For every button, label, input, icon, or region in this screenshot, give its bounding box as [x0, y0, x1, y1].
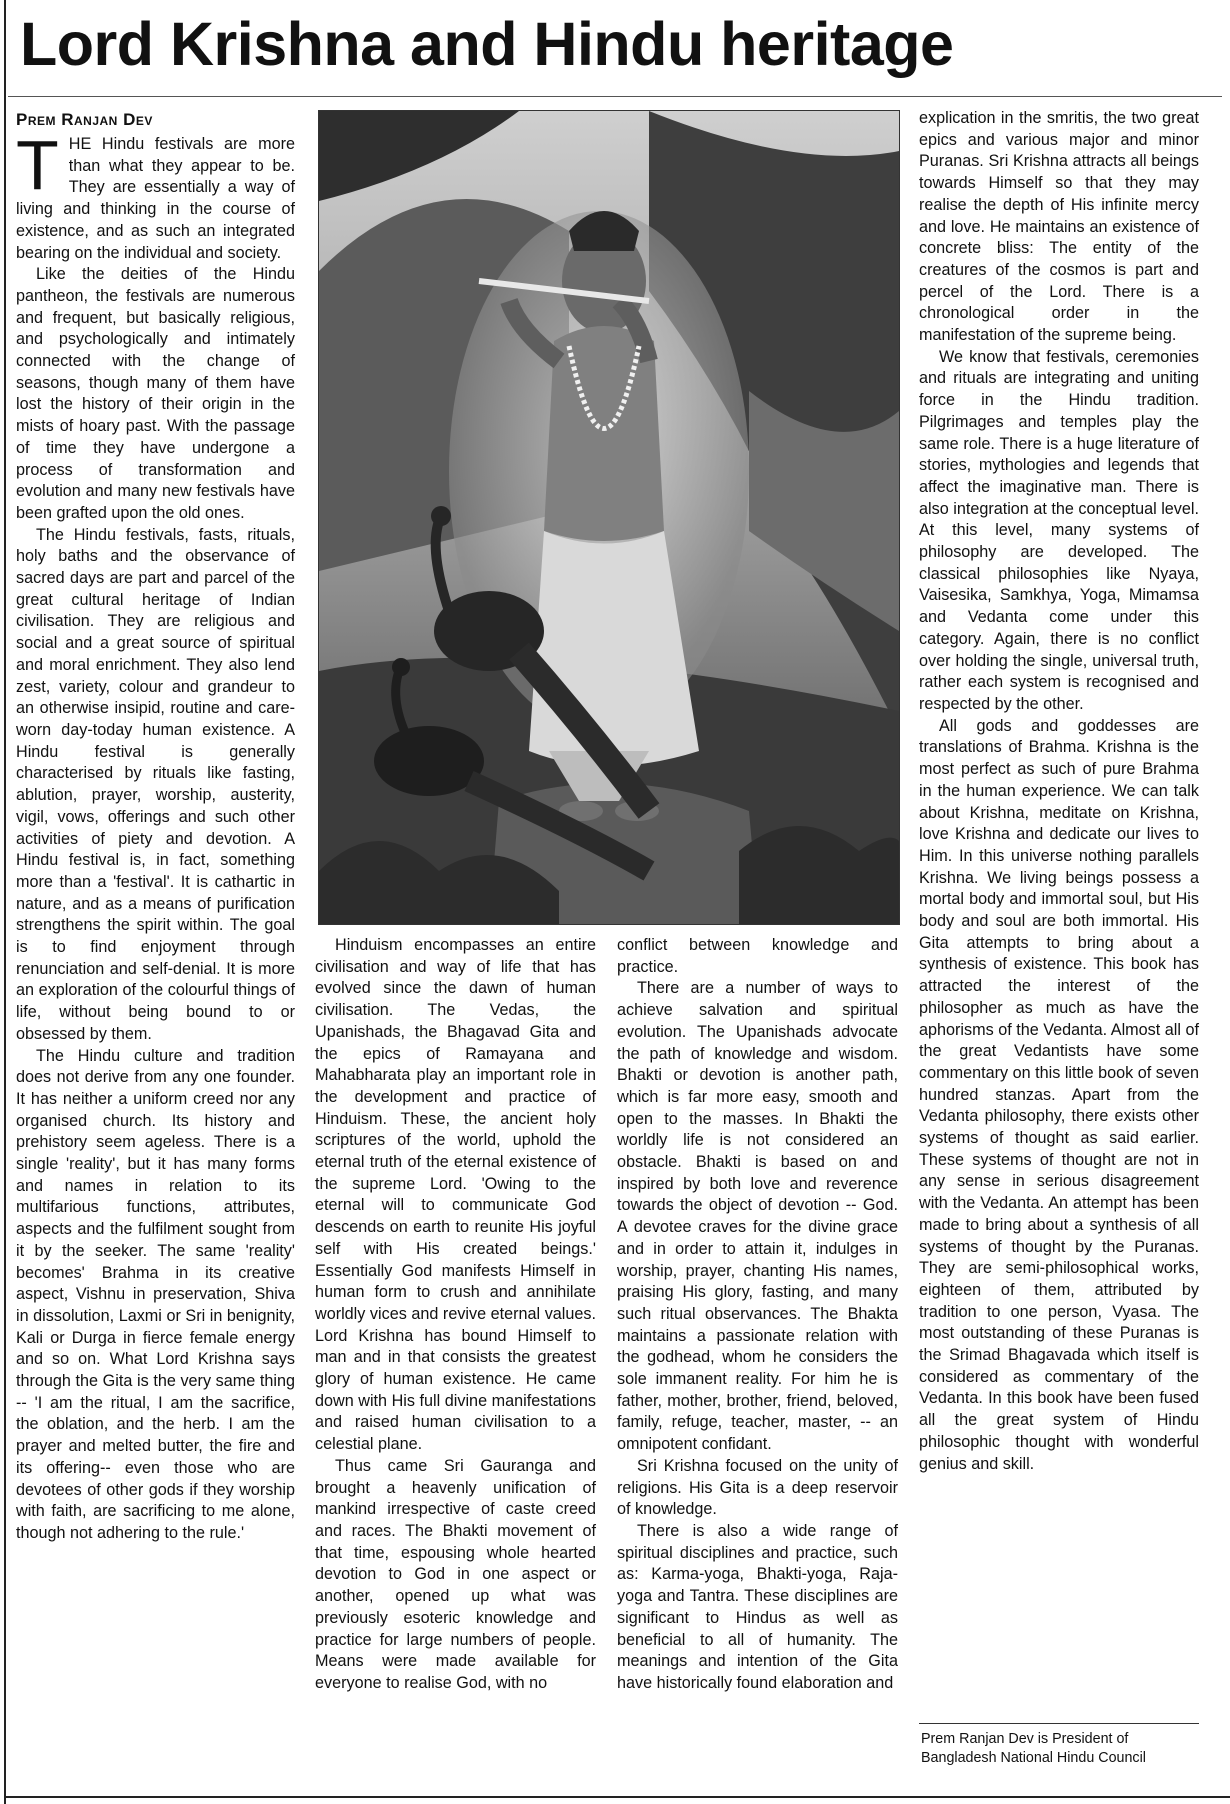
- paragraph: Sri Krishna focused on the unity of religions. His Gita is a deep reservoir of knowledge.: [617, 1456, 898, 1519]
- bottom-divider: [6, 1796, 1230, 1798]
- krishna-with-flute-icon: [319, 111, 899, 924]
- paragraph: The Hindu festivals, fasts, rituals, holy baths and the observance of sacred days are part and parcel of the great cultural heritage of Indian civilisation. They are religious and social and a great source of spiritual and moral enrichment. They also lend zest, variety, colour and grandeur to an otherwise insipid, routine and care-worn day-today human existence. A Hindu festival is generally characterised by rituals like fasting, ablution, prayer, worship, austerity, vigil, vows, offerings and such other activities of piety and devotion. A Hindu festival is, in fact, something more than a 'festival'. It is cathartic in nature, and as a means of purification strengthens the spirit within. The goal is to find enjoyment through renunciation and self-denial. It is more an exploration of the colourful things of life, without being bound to or obsessed by them.: [16, 525, 295, 1043]
- byline: Prem Ranjan Dev: [16, 110, 153, 129]
- paragraph: explication in the smritis, the two great epics and various major and minor Puranas. Sri Krishna attracts all beings towards Himself so that they may realise the depth of His infinite mercy and love. He maintains an existence of concrete bliss: The entity of the creatures of the cosmos is part and percel of the Lord. There is a chronological order in the manifestation of the supreme being.: [919, 109, 1199, 345]
- paragraph: Like the deities of the Hindu pantheon, the festivals are numerous and frequent, but basically religious, and psychologically and intimately connected with the change of seasons, though many of them have lost the history of their origin in the mists of hoary past. With the passage of time they have undergone a process of transformation and evolution and many new festivals have been grafted upon the old ones.: [16, 265, 295, 522]
- paragraph: We know that festivals, ceremonies and rituals are integrating and uniting force in the Hindu tradition. Pilgrimages and temples play the same role. There is a huge literature of stories, mythologies and legends that affect the imaginative man. There is also integration at the conceptual level. At this level, many systems of philosophy are developed. The classical philosophies like Nyaya, Vaisesika, Samkhya, Yoga, Mimamsa and Vedanta come under this category. Again, there is no conflict over holding the single, universal truth, rather each system is recognised and respected by the other.: [919, 347, 1199, 713]
- column-3: [617, 935, 898, 1695]
- paragraph: Hinduism encompasses an entire civilisation and way of life that has evolved since the dawn of human civilisation. The Vedas, the Upanishads, the Bhagavad Gita and the epics of Ramayana and Mahabharata play an important role in the development and practice of Hinduism. These, the ancient holy scriptures of the world, uphold the eternal truth of the eternal existence of the supreme Lord. 'Owing to the eternal will to communicate God descends on earth to reunite His joyful self with His created beings.' Essentially God manifests Himself in human form to crush and annihilate worldly vices and revive eternal values. Lord Krishna has bound Himself to man and in that consists the greatest glory of human existence. He came down with His full divine manifestations and raised human civilisation to a celestial plane.: [315, 936, 596, 1454]
- paragraph: Thus came Sri Gauranga and brought a heavenly unification of mankind irrespective of caste creed and races. The Bhakti movement of that time, espousing whole hearted devotion to God in one aspect or another, opened up what was previously esoteric knowledge and practice for large numbers of people. Means were made available for everyone to realise God, with no: [315, 1456, 596, 1692]
- krishna-illustration: [318, 110, 900, 925]
- column-4: [919, 108, 1199, 1475]
- paragraph: There is also a wide range of spiritual disciplines and practice, such as: Karma-yoga, Bhakti-yoga, Raja-yoga and Tantra. These disciplines are significant to Hindus as well as beneficial to all of humanity. The meanings and intention of the Gita have historically found elaboration and: [617, 1521, 898, 1692]
- paragraph: HE Hindu festivals are more than what they appear to be. They are essentially a way of living and thinking in the course of existence, and as such an integrated bearing on the individual and society.: [16, 135, 295, 262]
- author-note-divider: [919, 1723, 1199, 1724]
- paragraph: conflict between knowledge and practice.: [617, 936, 898, 976]
- column-1: [16, 126, 295, 1545]
- title-divider: [8, 96, 1222, 97]
- paragraph: There are a number of ways to achieve salvation and spiritual evolution. The Upanishads advocate the path of knowledge and wisdom. Bhakti or devotion is another path, which is far more easy, smooth and open to the masses. In Bhakti the worldly life is not considered an obstacle. Bhakti is based on and inspired by both love and reverence towards the object of devotion -- God. A devotee craves for the divine grace and in order to attain it, indulges in worship, prayer, chanting His names, praising His glory, fasting, and many such ritual observances. The Bhakta maintains a passionate relation with the godhead, whom he considers the sole immanent reality. For him he is father, mother, brother, friend, beloved, family, refuge, teacher, master, -- an omnipotent confidant.: [617, 979, 898, 1454]
- paragraph: The Hindu culture and tradition does not derive from any one founder. It has neither a uniform creed nor any organised church. Its history and prehistory seem ageless. There is a single 'reality', but it has many forms and names in relation to its multifarious functions, attributes, aspects and the fulfilment sought from it by the seeker. The same 'reality' becomes' Brahma in its creative aspect, Vishnu in preservation, Shiva in dissolution, Laxmi or Sri in benignity, Kali or Durga in fierce female energy and so on. What Lord Krishna says through the Gita is the very same thing -- 'I am the ritual, I am the sacrifice, the oblation, and the herb. I am the prayer and melted butter, the fire and its offering-- even those who are devotees of other gods if they worship with faith, are sacrificing to me alone, though not adhering to the rule.': [16, 1046, 295, 1542]
- article-title: Lord Krishna and Hindu heritage: [20, 10, 954, 78]
- drop-cap: T: [16, 126, 59, 204]
- column-2: [315, 935, 596, 1695]
- author-note: Prem Ranjan Dev is President of Bangladesh National Hindu Council: [921, 1731, 1146, 1766]
- paragraph: All gods and goddesses are translations of Brahma. Krishna is the most perfect as such of pure Brahma in the human experience. We can talk about Krishna, meditate on Krishna, love Krishna and dedicate our lives to Him. In this universe nothing parallels Krishna. We living beings possess a mortal body and immortal soul, but His body and soul are both immortal. His Gita attempts to bring about a synthesis of existence. This book has attracted the interest of the philosopher as much as have the aphorisms of the Vedanta. Almost all of the great Vedantists have some commentary on this little book of seven hundred stanzas. Apart from the Vedanta philosophy, there exists other systems of thought as said earlier. These systems of thought are not in any sense in serious disagreement with the Vedanta. An attempt has been made to bring about a synthesis of all systems of thought by the Puranas. They are semi-philosophical works, eighteen of them, attributed by tradition to one person, Vyasa. The most outstanding of these Puranas is the Srimad Bhagavada which itself is considered as commentary of the Vedanta. In this book have been fused all the great system of Hindu philosophic thought with wonderful genius and skill.: [919, 716, 1199, 1473]
